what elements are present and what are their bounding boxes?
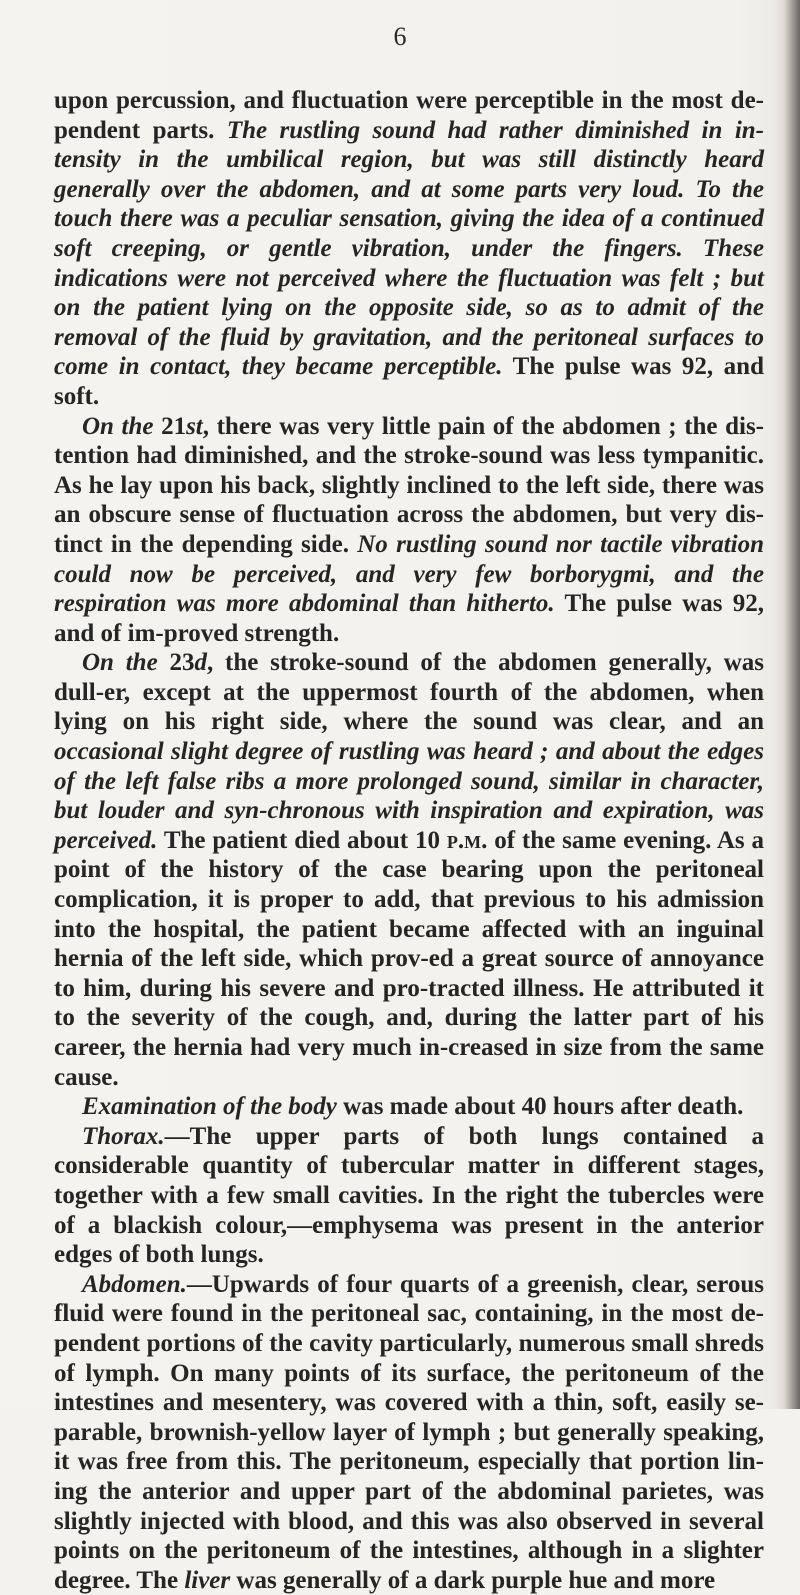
text-run: No rustling sound nor tactile vibration could now be perceived, and very few borborygmi, and the respiration was more abdominal than hitherto. [54, 530, 765, 618]
text-run: liver [184, 1566, 231, 1594]
text-run: —The upper parts of both lungs contained a considerable quantity of tubercular matter in different stages, together with a few small cavities. In the right the tubercles were of a blackish colour,—emphysema was present in the anterior edges of both lungs. [54, 1122, 764, 1269]
text-run: upon percussion, and fluctuation were perceptible in the most de-pendent parts. [54, 87, 764, 144]
text-run: The pulse was 92, and soft. [54, 353, 764, 410]
page-gutter-shadow [774, 0, 800, 1409]
text-run: 23 [169, 649, 195, 677]
text-run: The rustling sound had rather diminished in in-tensity in the umbilical region, but was still distinctly heard generally over the abdomen, and at some parts very loud. To the touch there was a peculiar sensation, giving the idea of a continued soft creeping, or gentle vibration, under the fingers. These indications were not perceived where the fluctuation was felt ; but on the patient lying on the opposite side, so as to admit of the removal of the fluid by gravitation, and the peritoneal surfaces to come in contact, they became perceptible. [54, 116, 764, 381]
text-run: 21 [161, 412, 187, 440]
text-run: On the [82, 412, 162, 440]
text-run: On the [82, 649, 170, 677]
text-run: Abdomen. [82, 1270, 187, 1298]
paragraph [54, 648, 764, 1092]
text-run: —Upwards of four quarts of a greenish, clear, serous fluid were found in the peritoneal sac, containing, in the most de-pendent portions of the cavity particularly, numerous small shreds of lymph. On many points of its surface, the peritoneum of the intestines and mesentery, was covered with a thin, soft, easily se-parable, brownish-yellow layer of lymph ; but generally speaking, it was free from this. The peritoneum, especially that portion lin-ing the anterior and upper part of the abdominal parietes, was slightly injected with blood, and this was also observed in several points on the peritoneum of the intestines, although in a slighter degree. The [54, 1270, 764, 1594]
page-number: 6 [393, 22, 407, 51]
paragraph [54, 86, 764, 412]
text-run: of the same evening. As a point of the history of the case bearing upon the peritoneal complication, it is proper to add, that previous to his admission into the hospital, the patient became affected with an inguinal hernia of the left side, which prov-ed a great source of annoyance to him, during his severe and pro-tracted illness. He attributed it to the severity of the cough, and, during the latter part of his career, the hernia had very much in-creased in size from the same cause. [54, 826, 764, 1091]
text-run: , the stroke-sound of the abdomen generally, was dull-er, except at the uppermost fourth of the abdomen, when lying on his right side, where the sound was clear, and an [54, 649, 764, 736]
text-run: The patient died about 10 [157, 826, 447, 854]
text-run: was made about 40 hours after death. [336, 1093, 744, 1121]
paragraph [54, 412, 764, 649]
text-run: The pulse was 92, and of im-proved strength. [54, 590, 764, 647]
paragraph [54, 1092, 764, 1122]
text-run: occasional slight degree of rustling was heard ; and about the edges of the left false ribs a more prolonged sound, similar in character, but louder and syn-chronous with inspiration and expiration, was perceived. [54, 738, 764, 854]
text-run: d [194, 649, 207, 677]
text-run: Examination of the body [82, 1093, 337, 1121]
text-run: st [186, 412, 203, 440]
text-run: p.m. [446, 826, 488, 854]
paragraph [54, 1122, 764, 1270]
body-text [54, 86, 764, 1595]
text-run: , there was very little pain of the abdomen ; the dis-tention had diminished, and the stroke-sound was less tympanitic. As he lay upon his back, slightly inclined to the left side, there was an obscure sense of fluctuation across the abdomen, but very dis-tinct in the depending side. [54, 412, 765, 558]
paragraph [54, 1270, 764, 1595]
text-run: was generally of a dark purple hue and more [230, 1566, 716, 1594]
text-run: Thorax. [82, 1122, 165, 1150]
